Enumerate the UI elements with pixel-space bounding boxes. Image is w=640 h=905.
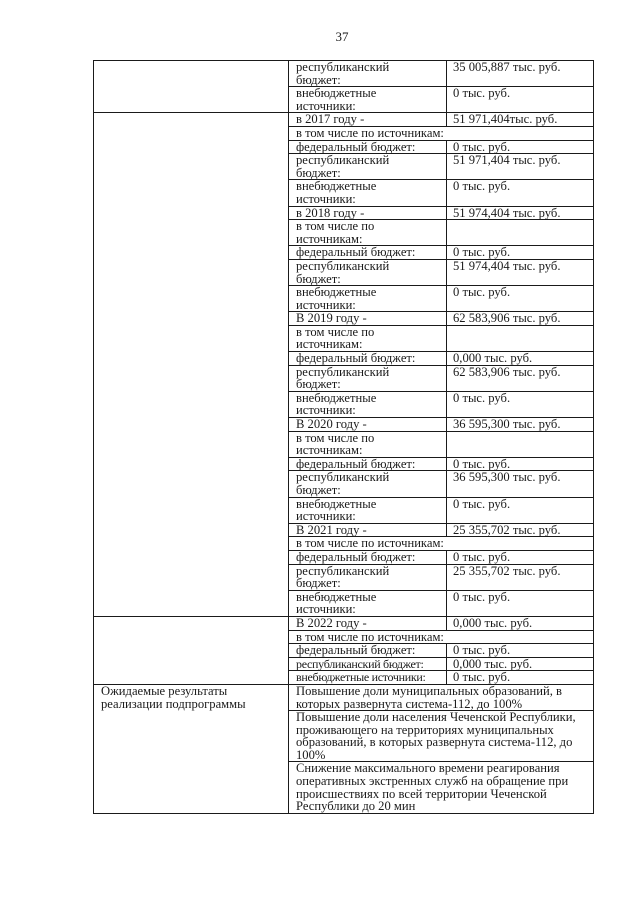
sources-label: в том числе по источникам: [289,126,594,140]
federal-budget-label: федеральный бюджет: [289,644,447,658]
year-total-value: 0,000 тыс. руб. [447,616,594,630]
sources-label: в том числе по источникам: [289,325,447,351]
year-total-value: 25 355,702 тыс. руб. [447,523,594,537]
year-total-value: 36 595,300 тыс. руб. [447,418,594,432]
extra-budget-label: внебюджетные источники: [289,590,447,616]
sources-label: в том числе по источникам: [289,630,594,644]
table-row [94,113,594,127]
table-cell-empty [94,61,289,113]
year-label: в 2017 году - [289,113,447,127]
year-label: В 2022 году - [289,616,447,630]
extra-budget-value: 0 тыс. руб. [447,180,594,206]
republic-budget-value: 51 971,404 тыс. руб. [447,154,594,180]
extra-budget-label: внебюджетные источники: [289,87,447,113]
extra-budget-value: 0 тыс. руб. [447,497,594,523]
year-label: В 2021 году - [289,523,447,537]
year-total-value: 62 583,906 тыс. руб. [447,312,594,326]
republic-budget-value: 0,000 тыс. руб. [447,657,594,671]
extra-budget-value: 0 тыс. руб. [447,87,594,113]
table-row [94,616,594,630]
federal-budget-label: федеральный бюджет: [289,457,447,471]
sources-label: в том числе по источникам: [289,537,594,551]
year-label: В 2020 году - [289,418,447,432]
republic-budget-label: республиканский бюджет: [289,61,447,87]
federal-budget-value: 0 тыс. руб. [447,457,594,471]
extra-budget-value: 0 тыс. руб. [447,590,594,616]
table-cell-empty [447,325,594,351]
table-row [94,684,594,710]
extra-budget-label: внебюджетные источники: [289,180,447,206]
table-cell-empty [447,220,594,246]
federal-budget-value: 0 тыс. руб. [447,644,594,658]
federal-budget-value: 0 тыс. руб. [447,246,594,260]
sources-label: в том числе по источникам: [289,220,447,246]
federal-budget-label: федеральный бюджет: [289,246,447,260]
year-label: В 2019 году - [289,312,447,326]
result-item: Повышение доли муниципальных образований, в которых развернута система-112, до 100% [289,684,594,710]
federal-budget-value: 0,000 тыс. руб. [447,352,594,366]
sources-label: в том числе по источникам: [289,431,447,457]
republic-budget-label: республиканский бюджет: [289,259,447,285]
table-row [94,61,594,87]
extra-budget-label: внебюджетные источники: [289,391,447,417]
extra-budget-value: 0 тыс. руб. [447,286,594,312]
republic-budget-label: республиканский бюджет: [289,564,447,590]
republic-budget-label: республиканский бюджет: [289,657,447,671]
extra-budget-label: внебюджетные источники: [289,671,447,685]
year-label: в 2018 году - [289,206,447,220]
republic-budget-value: 62 583,906 тыс. руб. [447,365,594,391]
extra-budget-label: внебюджетные источники: [289,497,447,523]
republic-budget-label: республиканский бюджет: [289,365,447,391]
republic-budget-value: 36 595,300 тыс. руб. [447,471,594,497]
result-item: Снижение максимального времени реагирования оперативных экстренных служб на обращение при происшествиях по всей территории Чеченской Республики до 20 мин [289,762,594,813]
federal-budget-value: 0 тыс. руб. [447,140,594,154]
year-total-value: 51 971,404тыс. руб. [447,113,594,127]
federal-budget-label: федеральный бюджет: [289,352,447,366]
table-cell-empty [94,113,289,617]
republic-budget-label: республиканский бюджет: [289,471,447,497]
republic-budget-label: республиканский бюджет: [289,154,447,180]
federal-budget-label: федеральный бюджет: [289,140,447,154]
result-item: Повышение доли населения Чеченской Республики, проживающего на территориях муниципальных образований, в которых развернута система-112, до 100% [289,711,594,762]
extra-budget-label: внебюджетные источники: [289,286,447,312]
subprogram-passport-table [93,60,594,814]
extra-budget-value: 0 тыс. руб. [447,671,594,685]
page-number: 37 [335,29,349,44]
table-cell-empty [94,616,289,684]
republic-budget-value: 25 355,702 тыс. руб. [447,564,594,590]
republic-budget-value: 35 005,887 тыс. руб. [447,61,594,87]
extra-budget-value: 0 тыс. руб. [447,391,594,417]
year-total-value: 51 974,404 тыс. руб. [447,206,594,220]
republic-budget-value: 51 974,404 тыс. руб. [447,259,594,285]
results-label: Ожидаемые результаты реализации подпрограммы [94,684,289,813]
federal-budget-value: 0 тыс. руб. [447,550,594,564]
table-cell-empty [447,431,594,457]
federal-budget-label: федеральный бюджет: [289,550,447,564]
